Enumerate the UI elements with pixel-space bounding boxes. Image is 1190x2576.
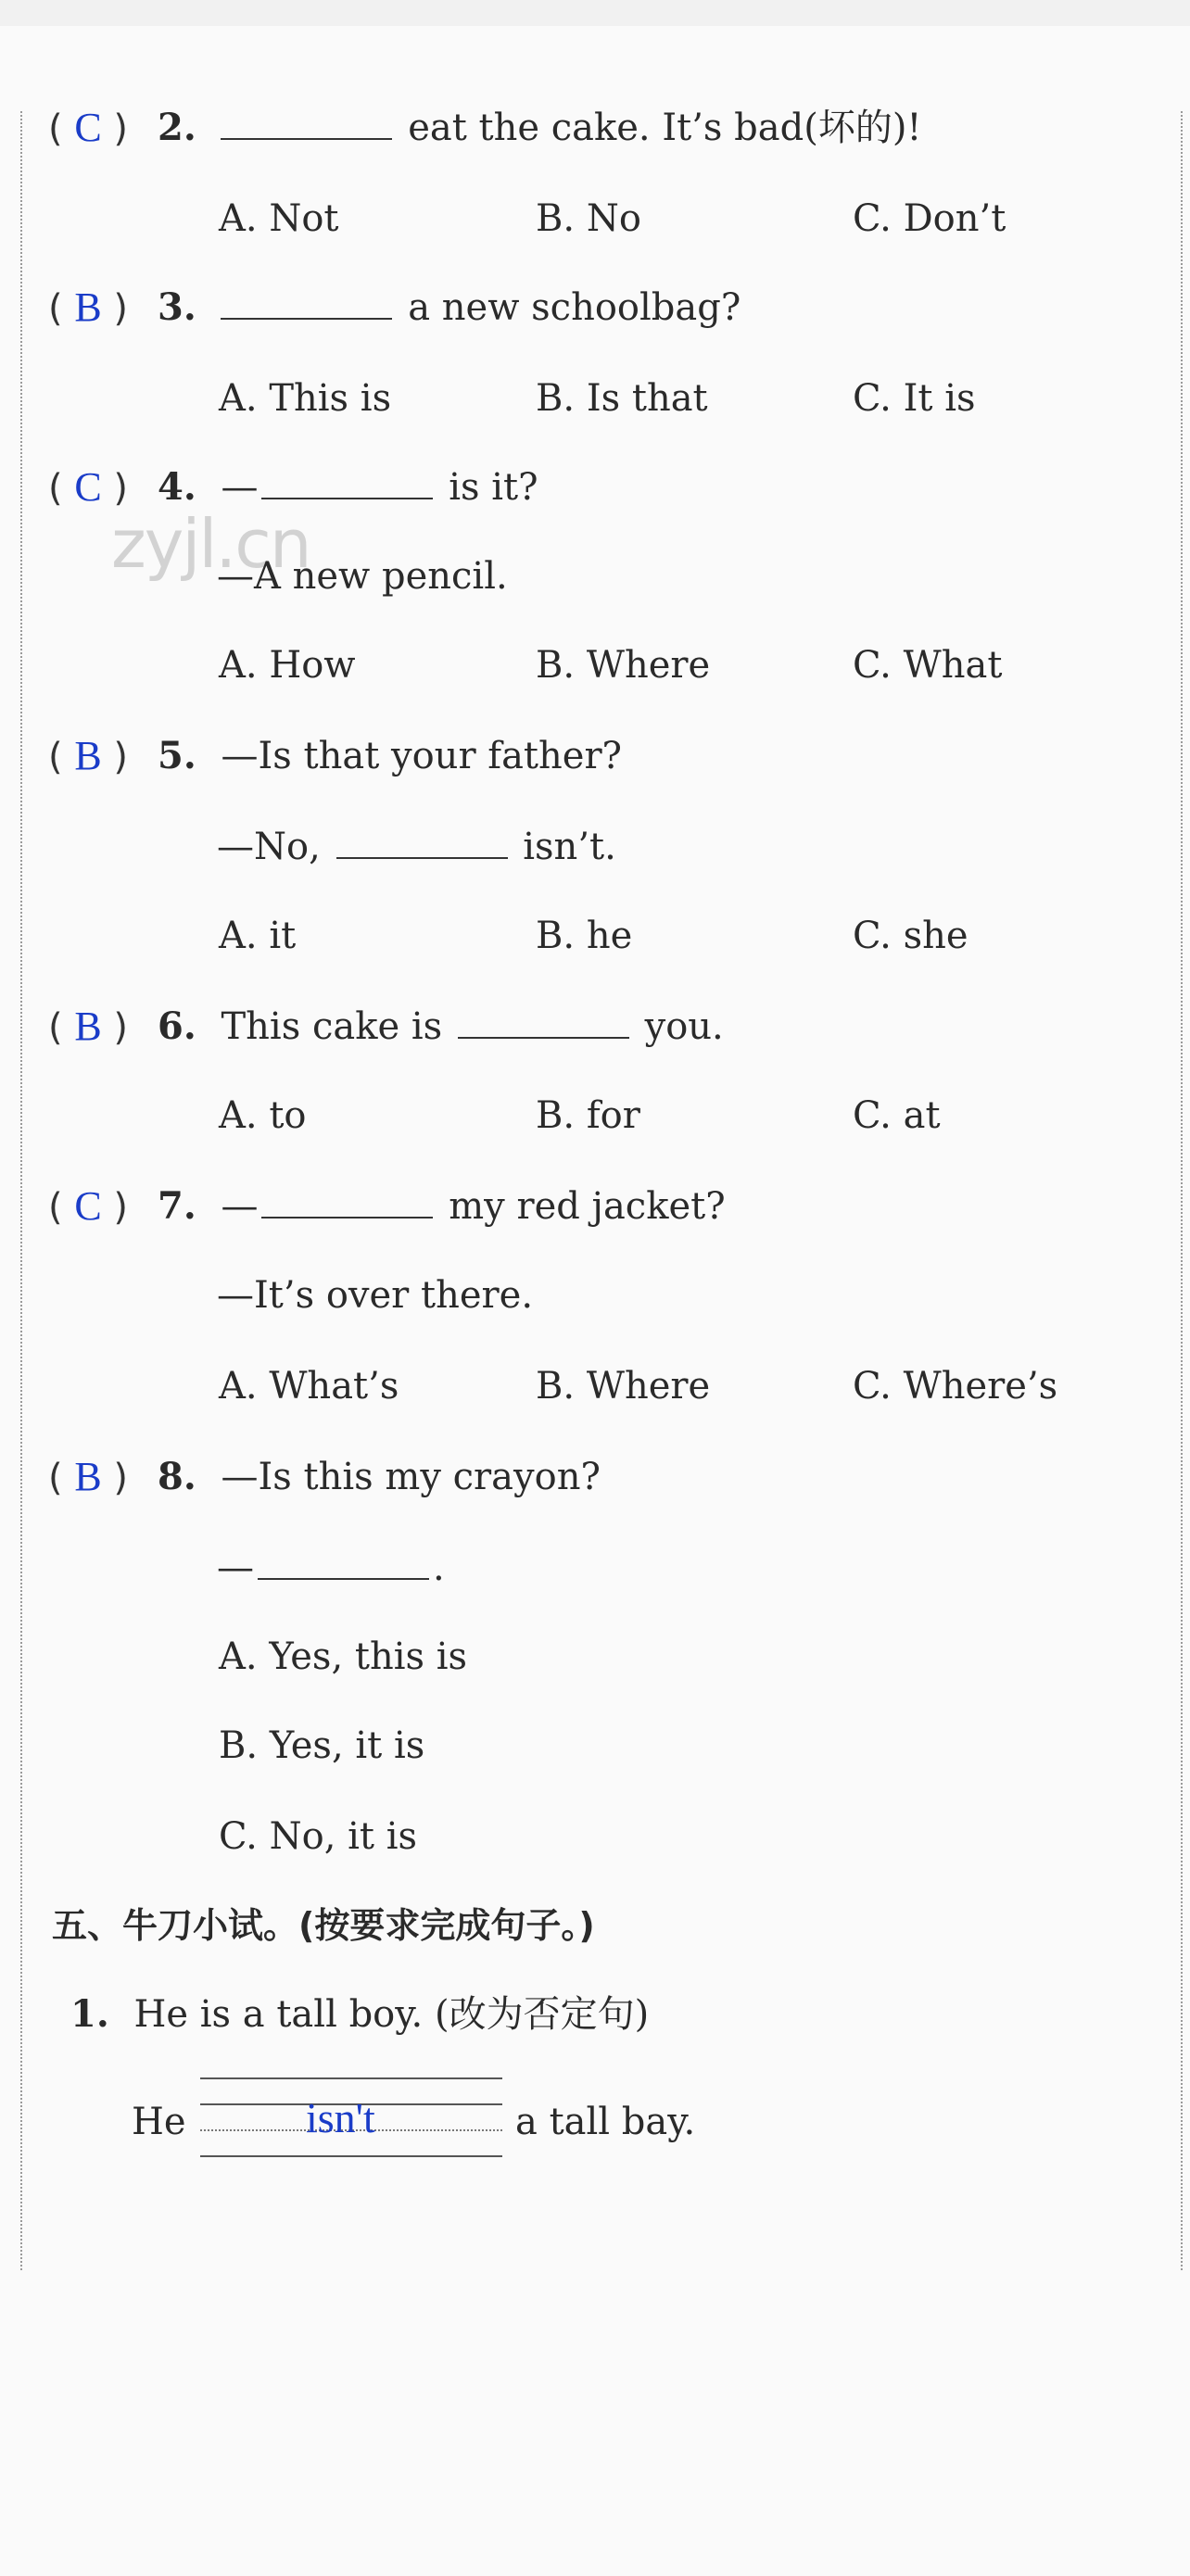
reply-q5: —No, isn’t. (217, 826, 616, 868)
option-q8-a[interactable]: A. Yes, this is (219, 1635, 468, 1678)
option-q4-a[interactable]: A. How (219, 644, 356, 687)
blank-q8[interactable] (258, 1547, 429, 1580)
blank-q3[interactable] (221, 286, 392, 320)
question-q6: 6. This cake is you. (158, 1004, 724, 1048)
question-q7: 7. — my red jacket? (158, 1184, 726, 1228)
answer-q4: C (74, 464, 102, 510)
answer-paren-q8: ( B ) (48, 1454, 129, 1499)
section-5-heading: 五、牛刀小试。(按要求完成句子。) (52, 1905, 595, 1946)
option-q2-a[interactable]: A. Not (219, 197, 339, 240)
option-q2-b[interactable]: B. No (536, 197, 641, 240)
question-q3: 3. a new schoolbag? (158, 285, 741, 329)
writing-line-top (200, 2077, 502, 2079)
option-q6-a[interactable]: A. to (219, 1094, 307, 1137)
option-q8-c[interactable]: C. No, it is (219, 1815, 418, 1858)
answer-paren-q4: ( C ) (48, 464, 129, 510)
blank-q4[interactable] (261, 466, 433, 499)
reply-q4: —A new pencil. (217, 555, 508, 598)
option-q6-c[interactable]: C. at (853, 1094, 941, 1137)
option-q4-c[interactable]: C. What (853, 644, 1003, 687)
blank-q2[interactable] (221, 107, 392, 140)
blank-q5[interactable] (336, 826, 508, 859)
option-q7-b[interactable]: B. Where (536, 1365, 711, 1408)
reply-q7: —It’s over there. (217, 1274, 534, 1317)
option-q7-a[interactable]: A. What’s (219, 1365, 399, 1408)
blank-q7[interactable] (261, 1185, 433, 1219)
answer-paren-q5: ( B ) (48, 733, 129, 778)
answer-paren-q2: ( C ) (48, 105, 129, 150)
answer-q8: B (74, 1454, 102, 1499)
answer-q2: C (74, 105, 102, 150)
answer-q5: B (74, 733, 102, 778)
answer-q3: B (74, 284, 102, 330)
option-q6-b[interactable]: B. for (536, 1094, 640, 1137)
option-q3-b[interactable]: B. Is that (536, 377, 708, 420)
answer-paren-q3: ( B ) (48, 284, 129, 330)
answer-paren-q7: ( C ) (48, 1183, 129, 1229)
option-q5-b[interactable]: B. he (536, 915, 633, 957)
answer-paren-q6: ( B ) (48, 1004, 129, 1049)
reply-q8: — . (217, 1547, 445, 1589)
option-q4-b[interactable]: B. Where (536, 644, 711, 687)
option-q5-c[interactable]: C. she (853, 915, 968, 957)
section-5-item-1: 1. He is a tall boy. (改为否定句) (70, 1992, 650, 2036)
writing-line-bottom (200, 2155, 502, 2157)
handwritten-answer[interactable]: isn't (306, 2094, 375, 2141)
watermark: zyjl.cn (111, 505, 310, 583)
top-shade (0, 0, 1190, 26)
answer-q7: C (74, 1183, 102, 1229)
answer-suffix: a tall bay. (515, 2101, 696, 2143)
question-q5: 5. —Is that your father? (158, 734, 623, 777)
option-q5-a[interactable]: A. it (219, 915, 297, 957)
answer-q6: B (74, 1004, 102, 1049)
answer-prefix: He (132, 2101, 186, 2143)
option-q7-c[interactable]: C. Where’s (853, 1365, 1058, 1408)
question-q8: 8. —Is this my crayon? (158, 1455, 601, 1498)
option-q3-a[interactable]: A. This is (219, 377, 392, 420)
option-q2-c[interactable]: C. Don’t (853, 197, 1006, 240)
question-q2: 2. eat the cake. It’s bad(坏的)! (158, 106, 922, 149)
blank-q6[interactable] (458, 1005, 629, 1039)
option-q3-c[interactable]: C. It is (853, 377, 976, 420)
question-q4: 4. — is it? (158, 465, 538, 509)
option-q8-b[interactable]: B. Yes, it is (219, 1724, 425, 1767)
